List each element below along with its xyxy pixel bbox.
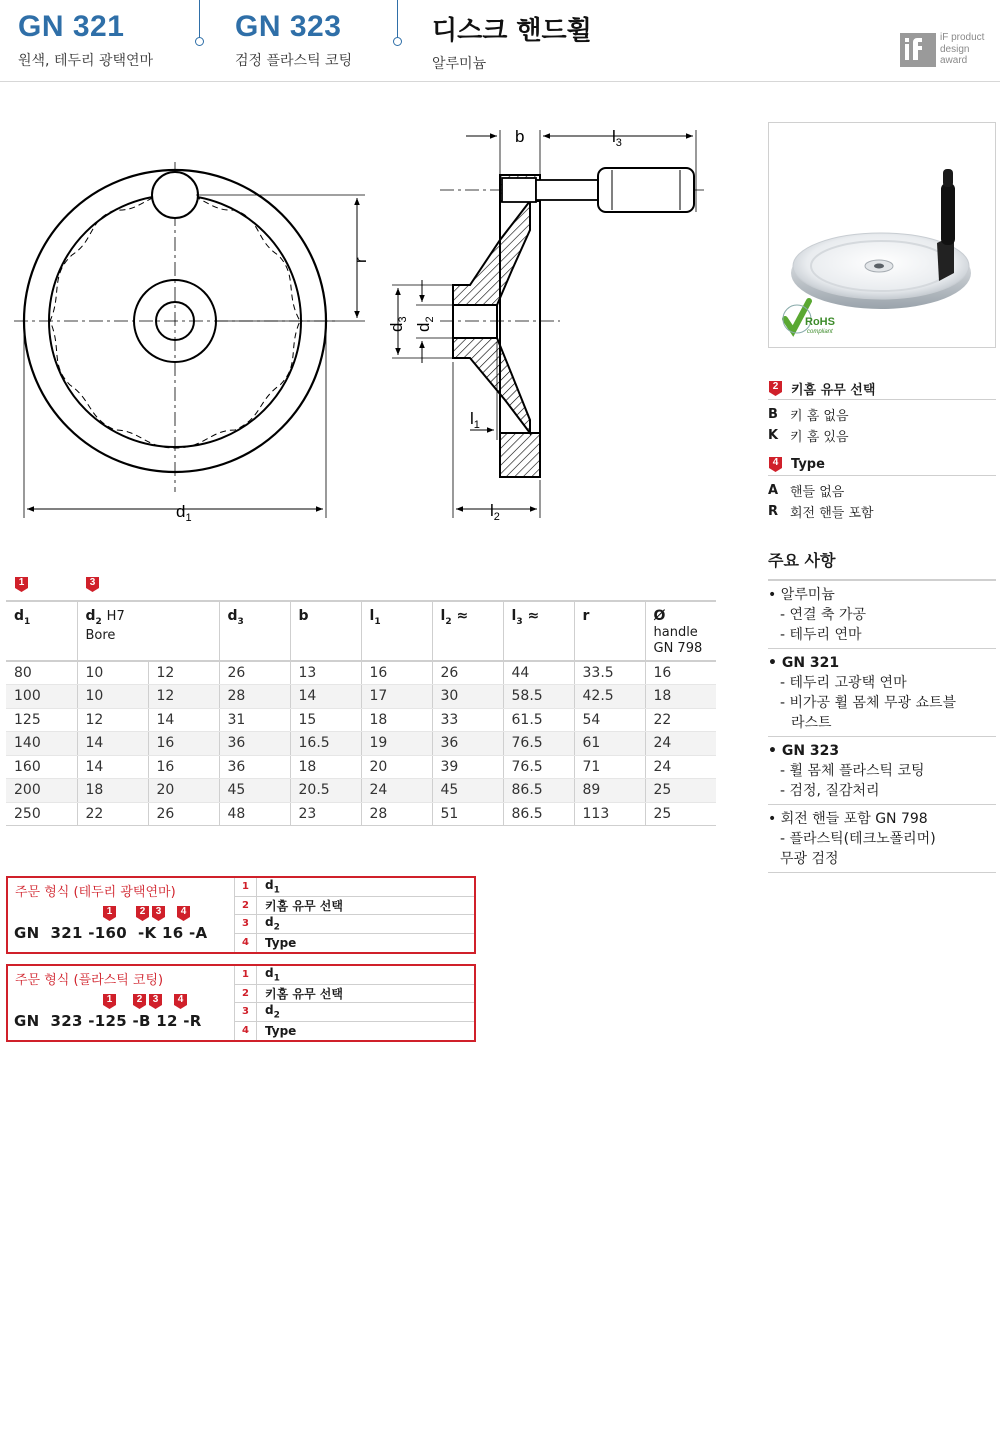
col-header-l2: $l_2$ ≈ [432,601,503,661]
callout-badge-icon: 3 [85,576,100,593]
features-title: 주요 사항 [768,548,996,581]
option-type [768,454,996,522]
order-code: GN 321 -160 -K 16 -A [14,924,208,942]
callout-badge-icon: 3 [151,905,166,922]
header-divider [199,0,200,38]
header-col-title [432,10,592,73]
product-photo [768,122,996,348]
callout-badge-icon: 1 [102,993,117,1010]
col-header-d2: $d_2$ H7 Bore [77,601,219,661]
order-title: 주문 형식 (테두리 광택연마) [15,885,176,900]
option-header: 4 Type [768,454,996,476]
table-row: 140 14 16 36 16.5 19 36 76.5 61 24 [6,732,716,756]
header-divider [397,0,398,38]
header-col-gn321 [18,10,153,70]
order-code: GN 323 -125 -B 12 -R [14,1012,202,1030]
page-subtitle: 알루미늄 [432,56,487,72]
col-header-r: r [574,601,645,661]
table-row: 100 10 12 28 14 17 30 58.5 42.5 18 [6,685,716,709]
feature-group: • 알루미늄 - 연결 축 가공 - 테두리 연마 [768,581,996,649]
option-row: A 핸들 없음 [768,483,845,500]
header-col-gn323 [235,10,352,70]
col-header-handle: Ø handle GN 798 [645,601,716,661]
dim-label-d1: $d_1$ [176,502,192,524]
callout-badge-icon: 2 [768,380,783,397]
side-view [392,130,706,518]
order-legend: 1 $d_1$ 2 키홈 유무 선택 3 $d_2$ 4 Type [234,966,474,1040]
callout-badge-icon: 2 [132,993,147,1010]
if-award-logo [900,33,936,67]
features-panel [768,548,996,873]
callout-badge-icon: 1 [102,905,117,922]
col-header-d1: $d_1$ [6,601,77,661]
order-legend: 1 $d_1$ 2 키홈 유무 선택 3 $d_2$ 4 Type [234,878,474,952]
table-row: 250 22 26 48 23 28 51 86.5 113 25 [6,802,716,826]
dim-label-b: b [515,127,525,146]
callout-badge-icon: 4 [768,456,783,473]
callout-badge-icon: 3 [148,993,163,1010]
order-title: 주문 형식 (플라스틱 코팅) [15,973,164,988]
feature-group: • GN 321 - 테두리 고광택 연마 - 비가공 휠 몸체 무광 쇼트블 라스트 [768,649,996,737]
col-header-l3: $l_3$ ≈ [503,601,574,661]
table-header-row [6,601,716,661]
product-code-gn323: GN 323 [235,10,342,43]
col-header-d3: $d_3$ [219,601,290,661]
callout-badge-icon: 4 [176,905,191,922]
if-award-text: iF product design award [940,32,985,66]
svg-text:RoHS: RoHS [805,316,835,328]
table-row: 200 18 20 45 20.5 24 45 86.5 89 25 [6,779,716,803]
feature-group: • GN 323 - 휠 몸체 플라스틱 코팅 - 검정, 질감처리 [768,737,996,805]
order-example-coated [6,964,476,1042]
product-sub-gn321: 원색, 테두리 광택연마 [18,53,154,69]
order-example-polished [6,876,476,954]
callout-badge-icon: 4 [173,993,188,1010]
page-title: 디스크 핸드휠 [432,16,592,46]
dim-label-l2: $l_2$ [490,501,500,523]
callout-badge-icon: 2 [135,905,150,922]
col-header-l1: $l_1$ [361,601,432,661]
product-sub-gn323: 검정 플라스틱 코팅 [235,53,353,69]
callout-badge-icon: 1 [14,576,29,593]
table-row: 125 12 14 31 15 18 33 61.5 54 22 [6,708,716,732]
dim-label-d2: $d_2$ [414,316,436,332]
dim-label-r: r [351,257,370,263]
spec-table [6,600,716,826]
table-row: 80 10 12 26 13 16 26 44 33.5 16 [6,661,716,685]
option-row: K 키 홈 있음 [768,428,849,445]
option-row: B 키 홈 없음 [768,407,849,424]
option-header: 2 키홈 유무 선택 [768,378,996,400]
dim-label-l1: $l_1$ [470,409,480,431]
product-code-gn321: GN 321 [18,10,125,43]
rohs-compliant-icon [783,301,835,335]
option-key-slot [768,378,996,446]
feature-group: • 회전 핸들 포함 GN 798 - 플라스틱(테크노폴리머) 무광 검정 [768,805,996,873]
table-row: 160 14 16 36 18 20 39 76.5 71 24 [6,755,716,779]
col-header-b: b [290,601,361,661]
svg-text:compliant: compliant [807,329,833,335]
page-header [0,0,1000,82]
technical-drawing [0,100,740,540]
option-row: R 회전 핸들 포함 [768,504,874,521]
front-view [14,162,365,518]
dim-label-d3: $d_3$ [387,316,409,332]
dim-label-l3: $l_3$ [612,127,622,149]
